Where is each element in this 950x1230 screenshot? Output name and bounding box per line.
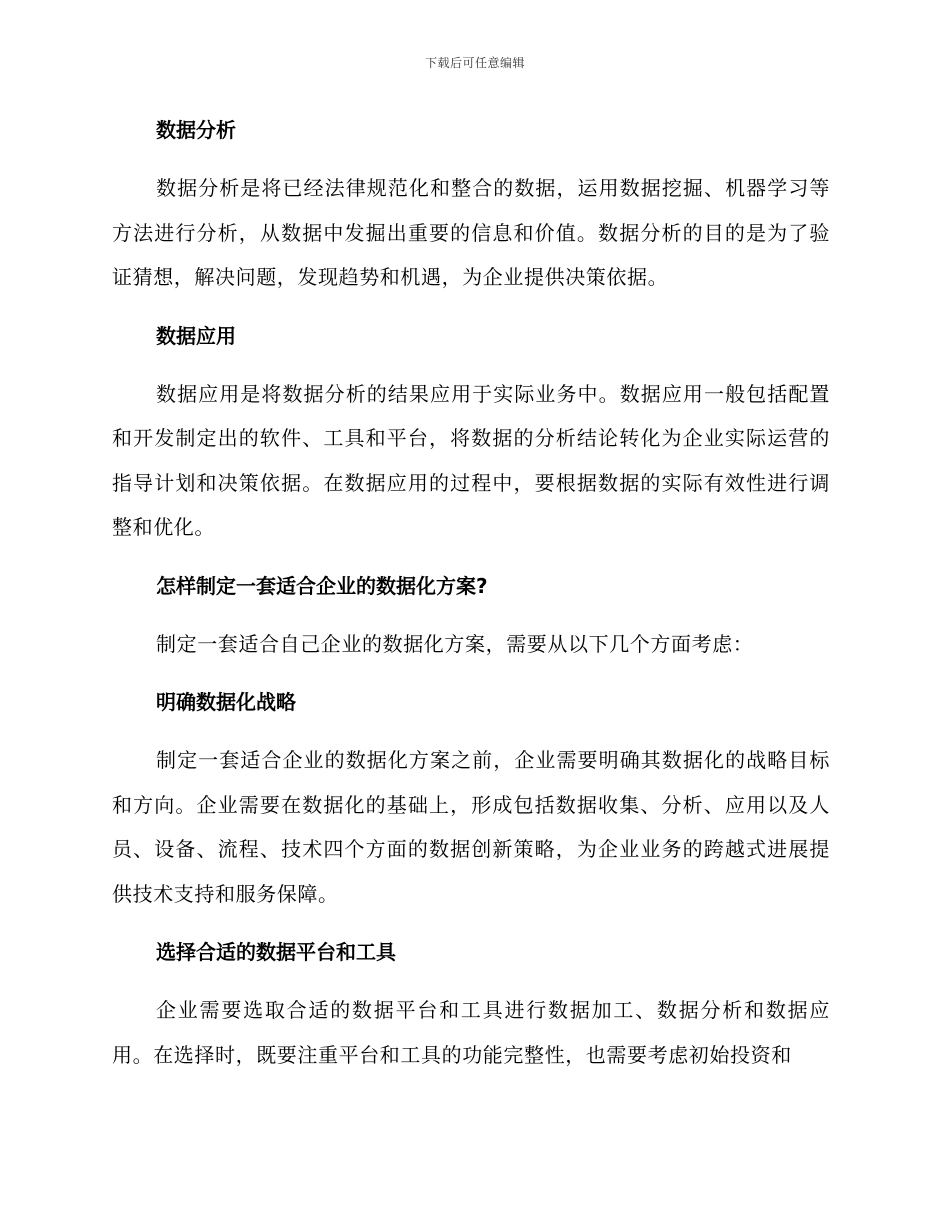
section-heading-strategy: 明确数据化战略 xyxy=(156,690,296,714)
section-body-platform-tools: 企业需要选取合适的数据平台和工具进行数据加工、数据分析和数据应用。在选择时，既要注重平台和工具的功能完整性，也需要考虑初始投资和 xyxy=(112,998,830,1067)
section-body-strategy: 制定一套适合企业的数据化方案之前，企业需要明确其数据化的战略目标和方向。企业需要在数据化的基础上，形成包括数据收集、分析、应用以及人员、设备、流程、技术四个方面的数据创新策略，为企业业务的跨越式进展提供技术支持和服务保障。 xyxy=(112,748,830,906)
section-body-data-analysis: 数据分析是将已经法律规范化和整合的数据，运用数据挖掘、机器学习等方法进行分析，从数据中发掘出重要的信息和价值。数据分析的目的是为了验证猜想，解决问题，发现趋势和机遇，为企业提供决策依据。 xyxy=(112,176,830,289)
page-header-note: 下载后可任意编辑 xyxy=(424,56,525,70)
section-heading-data-analysis: 数据分析 xyxy=(156,118,236,142)
document-body xyxy=(112,108,830,1077)
section-body-how-to-plan: 制定一套适合自己企业的数据化方案，需要从以下几个方面考虑： xyxy=(156,631,754,656)
section-heading-data-application: 数据应用 xyxy=(156,323,236,348)
section-heading-how-to-plan: 怎样制定一套适合企业的数据化方案? xyxy=(156,573,488,598)
section-body-data-application: 数据应用是将数据分析的结果应用于实际业务中。数据应用一般包括配置和开发制定出的软件、工具和平台，将数据的分析结论转化为企业实际运营的指导计划和决策依据。在数据应用的过程中，要根据数据的实际有效性进行调整和优化。 xyxy=(112,381,830,539)
section-heading-platform-tools: 选择合适的数据平台和工具 xyxy=(156,940,396,964)
